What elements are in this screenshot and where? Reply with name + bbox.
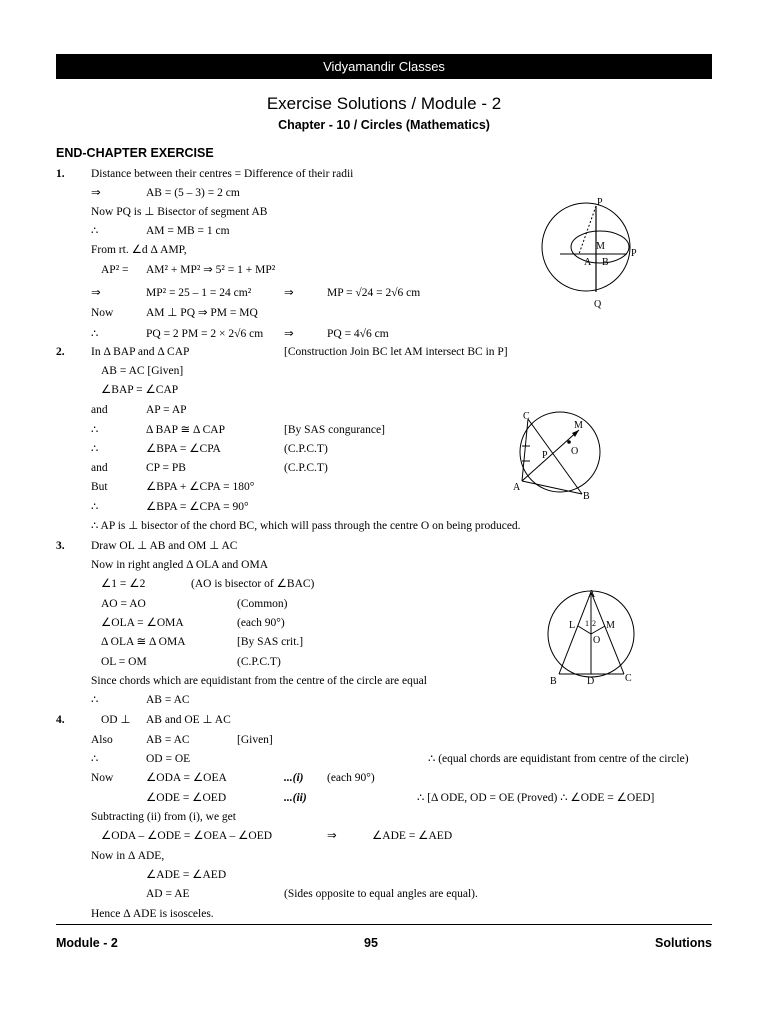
solution-line: MP² = 25 – 1 = 24 cm² (146, 287, 252, 299)
solution-line: In Δ BAP and Δ CAP (91, 346, 190, 358)
solution-line: ∴ (91, 694, 99, 706)
label-B: B (583, 491, 590, 502)
equation-ref: ...(i) (284, 772, 304, 784)
label-B: B (602, 257, 609, 268)
solution-line: (AO is bisector of ∠BAC) (191, 578, 315, 590)
page-subtitle: Chapter - 10 / Circles (Mathematics) (278, 118, 490, 132)
solution-line: (each 90°) (237, 617, 285, 629)
solution-line: ∠BPA + ∠CPA = 180° (146, 481, 255, 493)
solution-line: [Given] (237, 734, 273, 746)
solution-line: AB = (5 – 3) = 2 cm (146, 187, 240, 199)
solution-line: AB = AC [Given] (101, 365, 184, 377)
figure-isosceles-triangle (540, 586, 640, 688)
solution-line: ⇒ (91, 287, 101, 299)
page-title: Exercise Solutions / Module - 2 (266, 94, 502, 113)
solution-line: Draw OL ⊥ AB and OM ⊥ AC (91, 540, 238, 552)
solution-line: Now (91, 307, 114, 319)
solution-line: OL = OM (101, 656, 147, 668)
question-number: 1. (56, 168, 65, 180)
solution-line: (C.P.C.T) (284, 443, 328, 455)
solution-line: AB and OE ⊥ AC (146, 714, 231, 726)
solution-line: ∠ADE = ∠AED (372, 830, 453, 842)
label-D: D (587, 676, 595, 687)
label-O: O (571, 446, 579, 457)
solution-line: From rt. ∠d Δ AMP, (91, 244, 187, 256)
solution-line: (Common) (237, 598, 288, 610)
page-number: 95 (364, 936, 378, 950)
label-L: L (569, 620, 576, 631)
solution-line: AB = AC (146, 694, 190, 706)
solution-line: OD ⊥ (101, 714, 131, 726)
figure-concentric-circles (530, 196, 650, 311)
solution-line: ∠1 = ∠2 (101, 578, 146, 590)
solution-line: ∠ADE = ∠AED (146, 869, 227, 881)
solution-line: [By SAS crit.] (237, 636, 304, 648)
solution-line: ∴ (91, 753, 99, 765)
solution-line: Hence Δ ADE is isosceles. (91, 908, 214, 920)
solution-line: Subtracting (ii) from (i), we get (91, 811, 236, 823)
solution-line: Distance between their centres = Difference of their radii (91, 168, 354, 180)
solution-line: AP = AP (146, 404, 187, 416)
question-number: 4. (56, 714, 65, 726)
solution-line: AD = AE (146, 888, 190, 900)
label-O: O (593, 635, 601, 646)
solution-line: and (91, 404, 108, 416)
solution-line: ∠BPA = ∠CPA (146, 443, 221, 455)
solution-line: ∴ (91, 443, 99, 455)
footer-solutions: Solutions (655, 936, 712, 950)
solution-line: Now in Δ ADE, (91, 850, 165, 862)
solution-line: (each 90°) (327, 772, 375, 784)
solution-line: AM ⊥ PQ ⇒ PM = MQ (146, 307, 258, 319)
solution-line: ∴ [Δ ODE, OD = OE (Proved) ∴ ∠ODE = ∠OED] (417, 792, 655, 804)
solution-line: But (91, 481, 108, 493)
label-M: M (596, 241, 605, 252)
solution-line: ∠BAP = ∠CAP (101, 384, 179, 396)
label-A: A (588, 589, 596, 600)
solution-line: ⇒ (91, 187, 101, 199)
label-P: P (542, 450, 548, 461)
solution-line: [By SAS congurance] (284, 424, 385, 436)
question-number: 2. (56, 346, 65, 358)
solution-line: PQ = 4√6 cm (327, 328, 389, 340)
solution-line: CP = PB (146, 462, 186, 474)
solution-line: ∴ (91, 501, 99, 513)
label-C: C (625, 673, 632, 684)
solution-line: ∠ODE = ∠OED (146, 792, 227, 804)
solution-line: (Sides opposite to equal angles are equal). (284, 888, 478, 900)
solution-line: ∴ AP is ⊥ bisector of the chord BC, which will pass through the centre O on being produced. (91, 520, 521, 532)
solution-line: ∠OLA = ∠OMA (101, 617, 184, 629)
label-angle-2: 2 (592, 619, 596, 628)
footer-divider (56, 924, 712, 925)
label-M: M (606, 620, 615, 631)
label-B: B (550, 676, 557, 687)
solution-line: Now (91, 772, 114, 784)
solution-line: ∴ (91, 424, 99, 436)
solution-line: PQ = 2 PM = 2 × 2√6 cm (146, 328, 264, 340)
label-P: P (631, 248, 637, 259)
header-banner: Vidyamandir Classes (56, 54, 712, 79)
solution-line: ∴ (equal chords are equidistant from centre of the circle) (428, 753, 689, 765)
solution-line: MP = √24 = 2√6 cm (327, 287, 421, 299)
solution-line: (C.P.C.T) (284, 462, 328, 474)
solution-line: ⇒ (284, 328, 294, 340)
label-M: M (574, 420, 583, 431)
solution-line: ∠BPA = ∠CPA = 90° (146, 501, 249, 513)
solution-line: ∠ODA – ∠ODE = ∠OEA – ∠OED (101, 830, 273, 842)
solution-line: Now PQ is ⊥ Bisector of segment AB (91, 206, 268, 218)
solution-line: Also (91, 734, 113, 746)
solution-line: AM = MB = 1 cm (146, 225, 230, 237)
solution-line: AM² + MP² ⇒ 5² = 1 + MP² (146, 264, 276, 276)
figure-circle-chord (508, 406, 608, 506)
label-C: C (523, 411, 530, 422)
label-A: A (584, 257, 592, 268)
solution-line: Now in right angled Δ OLA and OMA (91, 559, 269, 571)
solution-line: Δ BAP ≅ Δ CAP (146, 424, 225, 436)
label-A: A (513, 482, 521, 493)
solution-line: AO = AO (101, 598, 146, 610)
section-heading: END-CHAPTER EXERCISE (56, 146, 214, 160)
solution-line: AP² = (101, 264, 129, 276)
footer-module: Module - 2 (56, 936, 118, 950)
solution-line: AB = AC (146, 734, 190, 746)
solution-line: Since chords which are equidistant from the centre of the circle are equal (91, 675, 427, 687)
solution-line: (C.P.C.T) (237, 656, 281, 668)
equation-ref: ...(ii) (284, 792, 307, 804)
label-Q: Q (594, 299, 602, 310)
solution-line: ∠ODA = ∠OEA (146, 772, 227, 784)
solution-line: ∴ (91, 328, 99, 340)
solution-line: OD = OE (146, 753, 191, 765)
solution-line: Δ OLA ≅ Δ OMA (101, 636, 186, 648)
solution-line: and (91, 462, 108, 474)
solution-line: ⇒ (284, 287, 294, 299)
question-number: 3. (56, 540, 65, 552)
solution-line: ∴ (91, 225, 99, 237)
solution-line: [Construction Join BC let AM intersect BC in P] (284, 346, 508, 358)
label-angle-1: 1 (585, 619, 589, 628)
label-P: P (597, 197, 603, 208)
solution-line: ⇒ (327, 830, 337, 842)
